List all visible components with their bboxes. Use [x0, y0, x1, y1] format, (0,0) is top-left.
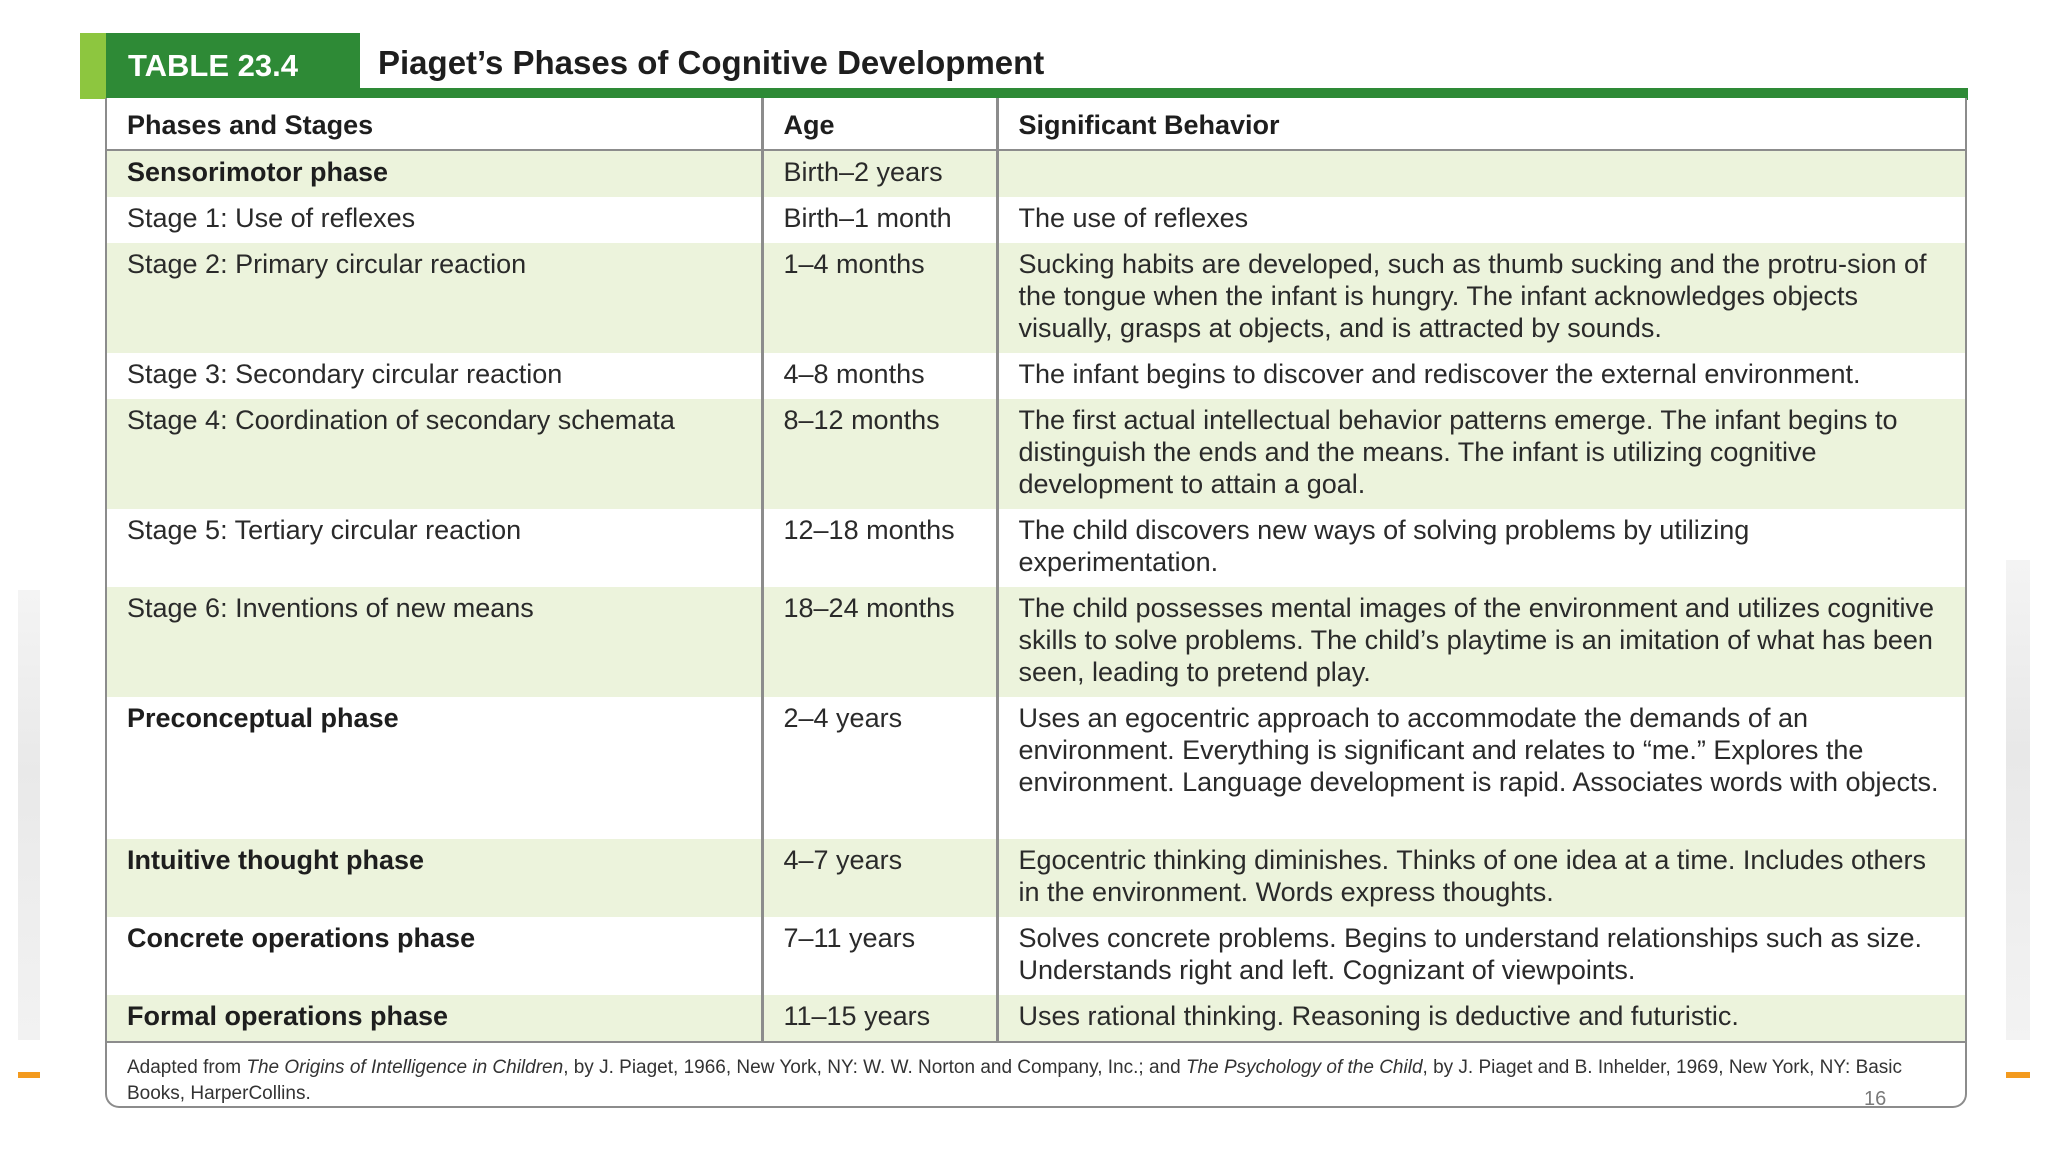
phase-cell: Stage 5: Tertiary circular reaction [107, 509, 762, 587]
phase-cell: Concrete operations phase [107, 917, 762, 995]
column-header-behavior: Significant Behavior [997, 98, 1965, 150]
age-cell: Birth–1 month [762, 197, 997, 243]
table-row [107, 243, 1965, 353]
table-row [107, 353, 1965, 399]
behavior-cell [997, 150, 1965, 197]
table-row [107, 399, 1965, 509]
table-title: Piaget’s Phases of Cognitive Development [378, 44, 1045, 81]
age-cell: 8–12 months [762, 399, 997, 509]
column-header-age: Age [762, 98, 997, 150]
age-cell: 4–7 years [762, 839, 997, 917]
age-cell: 2–4 years [762, 697, 997, 839]
age-cell: Birth–2 years [762, 150, 997, 197]
footnote-book-2: The Psychology of the Child [1185, 1057, 1423, 1078]
right-orange-tick [2006, 1072, 2030, 1078]
age-cell: 7–11 years [762, 917, 997, 995]
behavior-cell: Sucking habits are developed, such as thumb sucking and the protru-sion of the tongue when the infant is hungry. The infant acknowledges objects visually, grasps at objects, and is attracted by sounds. [997, 243, 1965, 353]
phase-cell: Stage 3: Secondary circular reaction [107, 353, 762, 399]
phase-cell: Stage 2: Primary circular reaction [107, 243, 762, 353]
column-header-phases: Phases and Stages [107, 98, 762, 150]
phase-cell: Intuitive thought phase [107, 839, 762, 917]
phase-cell: Preconceptual phase [107, 697, 762, 839]
tab-accent-bar [80, 33, 106, 99]
table-frame [105, 98, 1967, 1108]
behavior-cell: Uses rational thinking. Reasoning is deductive and futuristic. [997, 995, 1965, 1041]
behavior-cell: The child possesses mental images of the environment and utilizes cognitive skills to solve problems. The child’s playtime is an imitation of what has been seen, leading to pretend play. [997, 587, 1965, 697]
phase-cell: Stage 4: Coordination of secondary schemata [107, 399, 762, 509]
behavior-cell: The child discovers new ways of solving problems by utilizing experimentation. [997, 509, 1965, 587]
table-row [107, 509, 1965, 587]
footnote-book-1: The Origins of Intelligence in Children [246, 1057, 564, 1078]
behavior-cell: Solves concrete problems. Begins to understand relationships such as size. Understands right and left. Cognizant of viewpoints. [997, 917, 1965, 995]
age-cell: 12–18 months [762, 509, 997, 587]
footnote-text-1: Adapted from [127, 1057, 247, 1078]
table-row [107, 839, 1965, 917]
phase-cell: Sensorimotor phase [107, 150, 762, 197]
right-decor-strip [2006, 560, 2030, 1040]
piaget-table [107, 98, 1965, 1041]
page-number: 16 [1864, 1088, 1887, 1110]
left-orange-tick [18, 1072, 40, 1078]
age-cell: 4–8 months [762, 353, 997, 399]
age-cell: 1–4 months [762, 243, 997, 353]
left-decor-strip [18, 590, 40, 1040]
table-row [107, 150, 1965, 197]
source-footnote [107, 1041, 1965, 1107]
table-row [107, 697, 1965, 839]
table-label: TABLE 23.4 [128, 48, 298, 83]
table-header-row [107, 98, 1965, 150]
phase-cell: Stage 6: Inventions of new means [107, 587, 762, 697]
footnote-text-3: , by J. Piaget and B. Inhelder, 1969, New York, NY: Basic Books, HarperCollins. [127, 1057, 1903, 1104]
table-label-tab [80, 33, 360, 99]
footnote-text-2: , by J. Piaget, 1966, New York, NY: W. W. Norton and Company, Inc.; and [563, 1057, 1186, 1078]
behavior-cell: The first actual intellectual behavior patterns emerge. The infant begins to distinguish the ends and the means. The infant is utilizing cognitive development to attain a goal. [997, 399, 1965, 509]
behavior-cell: The use of reflexes [997, 197, 1965, 243]
table-row [107, 587, 1965, 697]
behavior-cell: Egocentric thinking diminishes. Thinks of one idea at a time. Includes others in the environment. Words express thoughts. [997, 839, 1965, 917]
phase-cell: Stage 1: Use of reflexes [107, 197, 762, 243]
table-row [107, 995, 1965, 1041]
behavior-cell: Uses an egocentric approach to accommodate the demands of an environment. Everything is significant and relates to “me.” Explores the environment. Language development is rapid. Associates words with objects. [997, 697, 1965, 839]
table-row [107, 197, 1965, 243]
table-row [107, 917, 1965, 995]
phase-cell: Formal operations phase [107, 995, 762, 1041]
behavior-cell: The infant begins to discover and rediscover the external environment. [997, 353, 1965, 399]
age-cell: 18–24 months [762, 587, 997, 697]
age-cell: 11–15 years [762, 995, 997, 1041]
